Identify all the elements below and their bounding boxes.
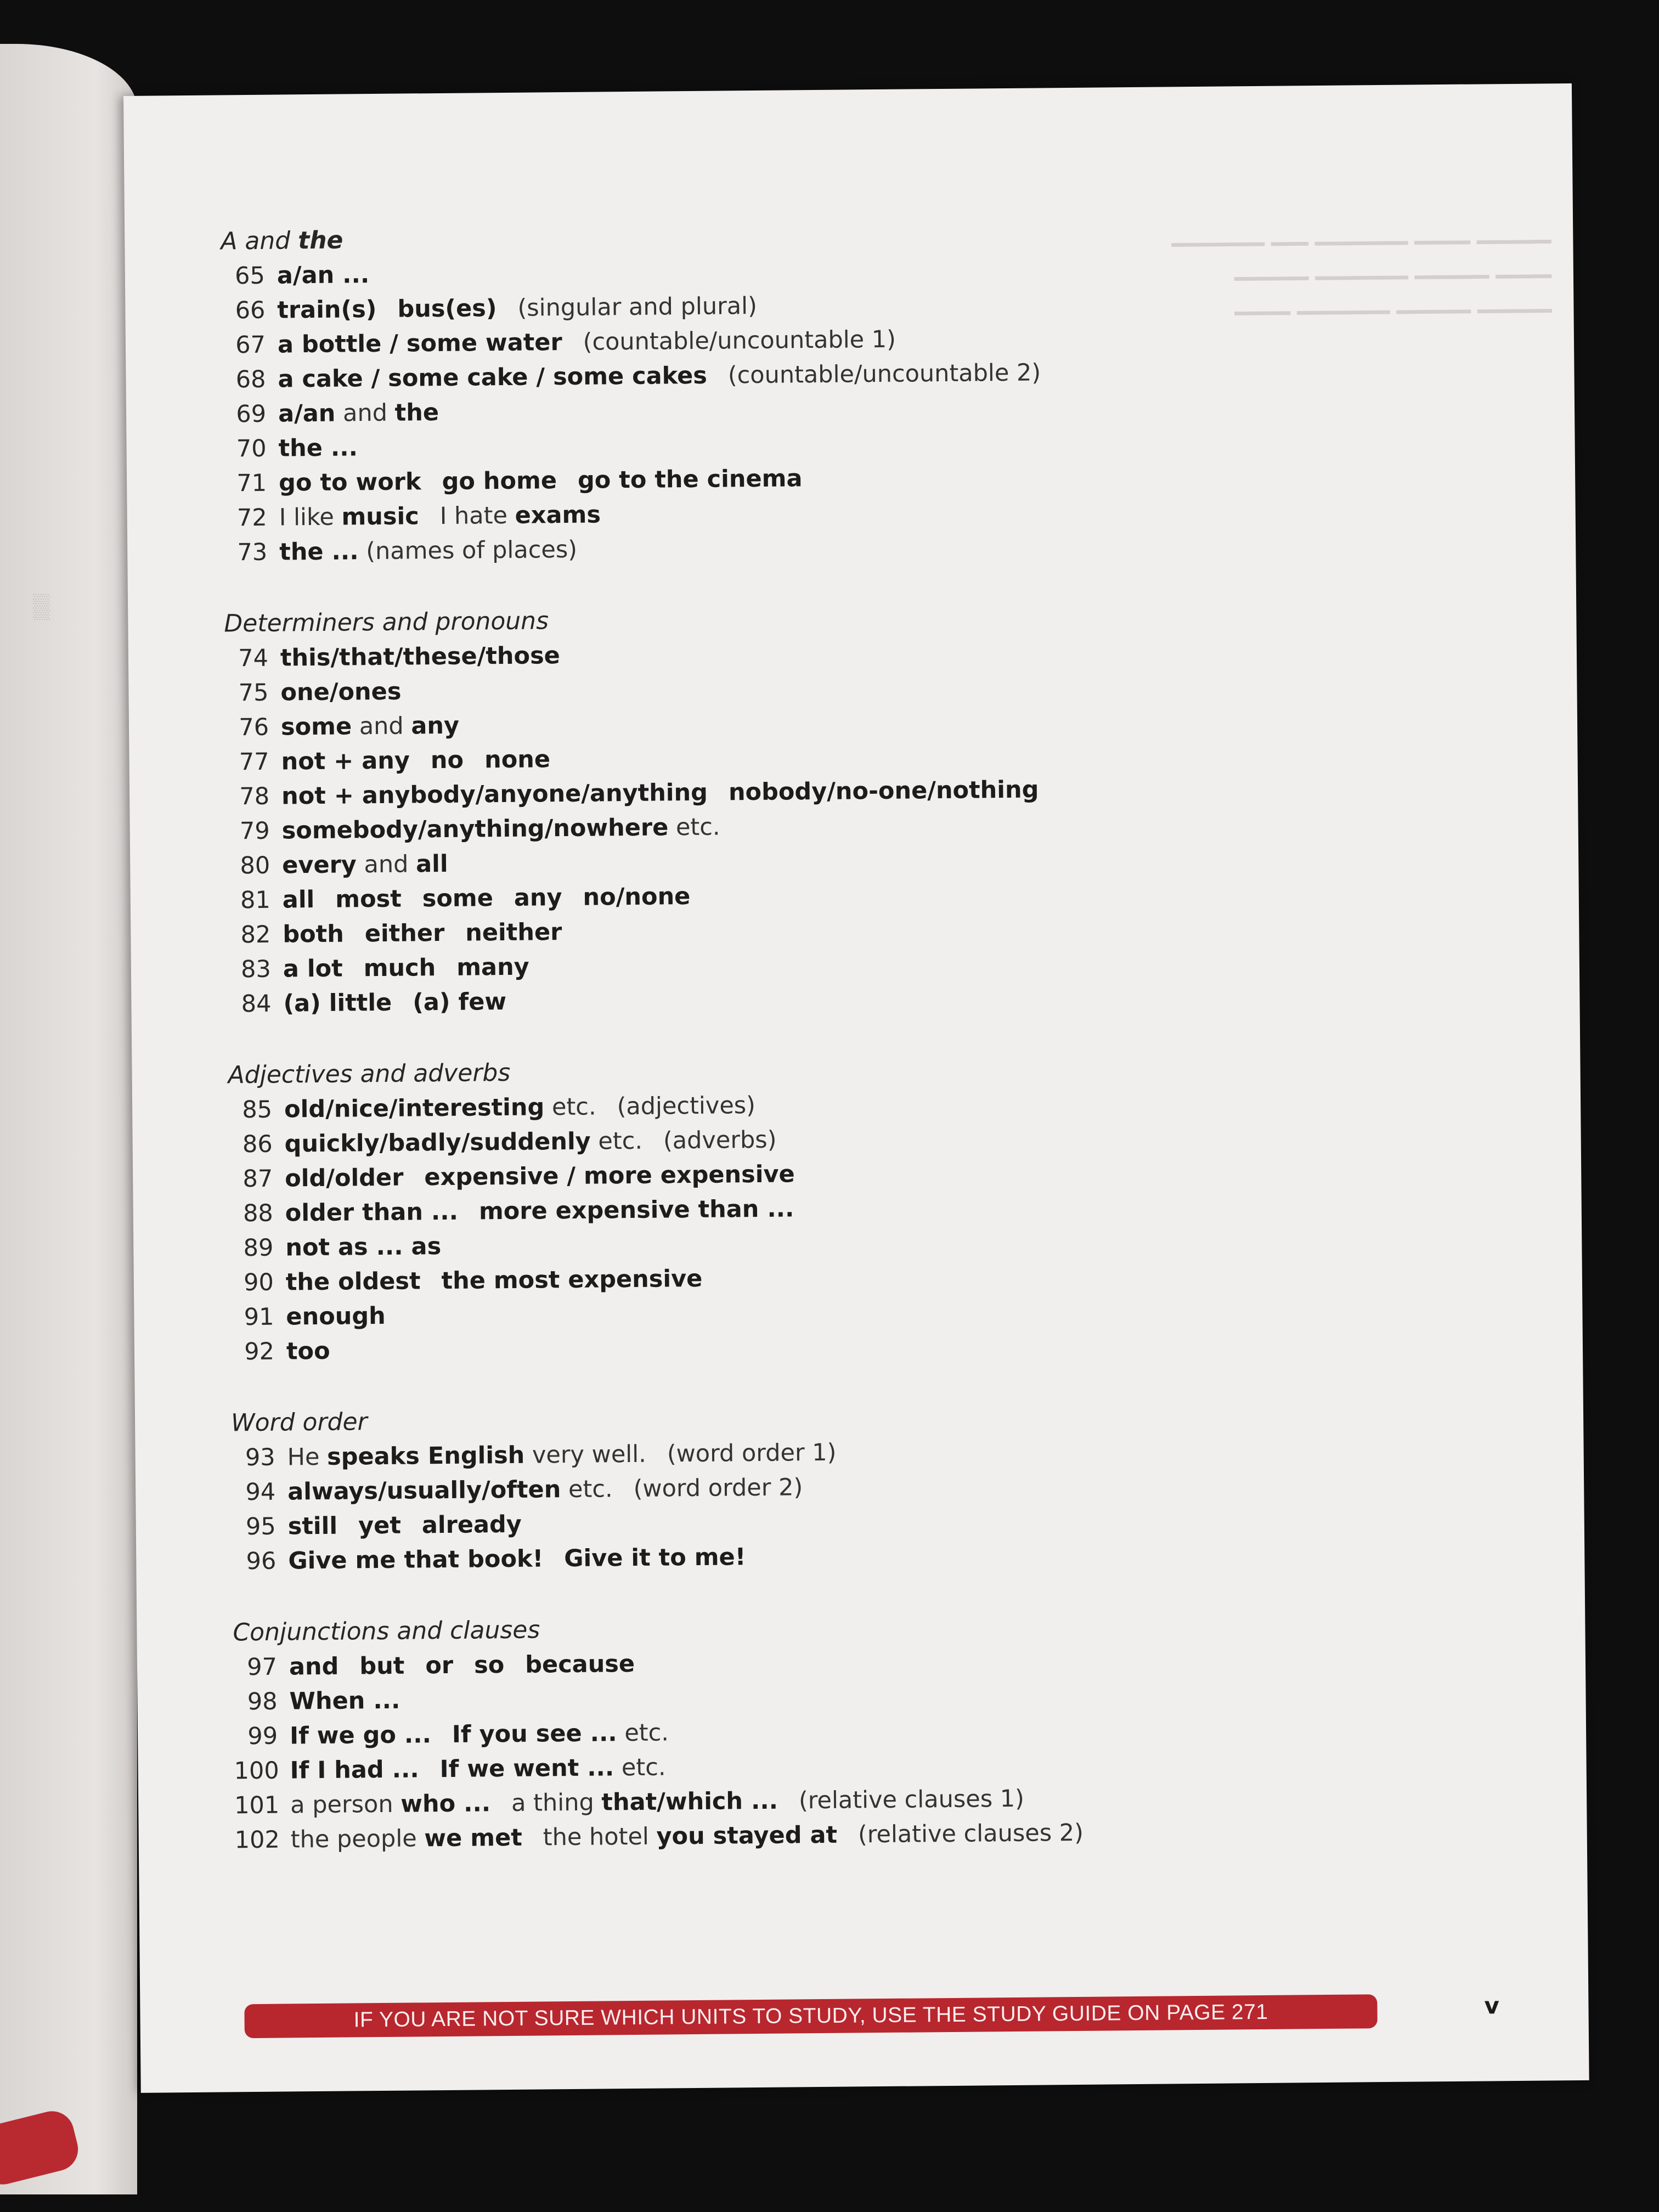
topic-keyword: already [421,1510,522,1539]
topic-note: etc. [617,1719,669,1747]
topic-keyword: (a) few [413,988,507,1017]
topic-note: (countable/uncountable 1) [583,325,896,356]
unit-number: 92 [244,1338,275,1366]
unit-topic [364,954,436,982]
unit-number: 69 [236,400,267,428]
topic-note: etc. [590,1127,643,1155]
topic-keyword: not as ... as [285,1233,442,1262]
topic-keyword: When ... [289,1686,400,1716]
topic-keyword: we met [424,1824,523,1853]
unit-topic [291,1824,522,1854]
unit-topic [280,642,560,672]
unit-number: 93 [245,1443,275,1472]
topic-keyword: somebody/anything/nowhere [281,814,669,845]
unit-number: 81 [240,886,271,915]
unit-topic [413,988,506,1016]
section-title-part: and [237,227,298,256]
topic-keyword: a cake / some cake / some cakes [278,362,708,393]
unit-topic [279,536,577,566]
topic-keyword: who ... [400,1790,491,1818]
unit-topic [285,1198,459,1227]
unit-topic [422,1511,522,1539]
topic-note: the people [290,1825,425,1854]
unit-topic [358,1512,401,1540]
contents-list [221,215,1277,1894]
topic-note: (adverbs) [663,1126,777,1155]
topic-keyword: a/an [278,399,336,428]
topic-note: (names of places) [358,535,578,566]
topic-note: He [287,1443,328,1471]
topic-note: (word order 2) [633,1474,803,1503]
topic-keyword: a lot [283,955,343,983]
topic-keyword: many [456,953,529,981]
topic-keyword: some [280,713,352,741]
unit-number: 83 [240,955,272,984]
facing-page-red-tab [0,2107,83,2189]
topic-note: and [356,850,416,879]
unit-topic [799,1785,1024,1815]
topic-keyword: and [289,1652,339,1681]
unit-number: 86 [242,1130,273,1159]
unit-topic [578,465,803,494]
unit-number: 66 [235,296,266,325]
unit-topic [511,1787,778,1817]
unit-topic [281,779,708,810]
section-title-part: A [221,227,238,256]
section-title-part: Adjectives and adverbs [228,1058,511,1090]
topic-keyword: go to the cinema [577,465,803,494]
unit-topic [525,1650,635,1679]
topic-keyword: neither [465,918,562,947]
unit-topic [286,1338,330,1365]
topic-keyword: go to work [278,468,421,497]
contents-section [231,1397,1275,1579]
topic-note: (relative clauses 1) [798,1785,1025,1815]
unit-topic [289,1653,339,1681]
unit-topic [288,1513,338,1541]
unit-number: 80 [240,851,270,880]
topic-keyword: go home [442,467,557,495]
topic-note: a thing [511,1788,602,1817]
unit-topic [728,359,1041,389]
unit-topic [667,1439,837,1468]
unit-topic [283,886,315,914]
topic-keyword: you stayed at [656,1821,838,1850]
topic-keyword: this/that/these/those [280,642,561,672]
topic-keyword: that/which ... [601,1787,778,1816]
unit-topic [517,292,757,322]
unit-topic [422,884,494,912]
topic-keyword: always/usually/often [287,1476,561,1506]
topic-keyword: a/an ... [276,261,370,290]
topic-keyword: or [425,1651,454,1680]
facing-page-edge [0,44,137,2194]
unit-number: 71 [236,469,267,498]
unit-number: 99 [247,1722,278,1751]
unit-topic [858,1819,1084,1849]
topic-note: a person [290,1790,401,1819]
unit-number: 77 [239,748,269,776]
unit-number: 75 [238,679,269,707]
unit-number: 68 [235,365,266,394]
contents-section [224,597,1270,1022]
topic-note: and [351,712,411,741]
unit-number: 97 [247,1653,278,1681]
topic-keyword: old/older [285,1164,404,1193]
topic-keyword: one/ones [280,678,402,707]
unit-number: 91 [244,1303,274,1331]
topic-keyword: still [287,1512,338,1541]
topic-keyword: the [394,399,439,427]
unit-topic [583,326,896,356]
unit-topic [285,1233,441,1261]
contents-section [233,1606,1277,1858]
topic-keyword: Give it to me! [564,1543,746,1573]
unit-number: 101 [234,1791,280,1820]
unit-topic [278,362,707,393]
topic-keyword: exams [515,501,601,529]
unit-number: 84 [241,990,272,1018]
topic-keyword: older than ... [285,1198,459,1227]
unit-number: 98 [247,1688,278,1716]
unit-topic [617,1092,755,1120]
unit-topic [456,953,529,981]
topic-keyword: Give me that book! [288,1545,544,1575]
topic-keyword: a bottle / some water [277,329,562,359]
topic-keyword: any [514,884,562,912]
contents-section [221,215,1266,571]
topic-note: (relative clauses 2) [857,1819,1084,1849]
unit-topic [465,918,562,947]
unit-topic [283,921,344,949]
topic-note: the hotel [543,1822,657,1852]
unit-number: 85 [242,1096,273,1124]
unit-topic [283,955,343,983]
topic-keyword: nobody/no-one/nothing [728,776,1039,806]
unit-number: 76 [239,713,269,742]
unit-topic [431,747,464,775]
unit-topic [279,468,421,496]
unit-topic [442,467,557,495]
unit-topic [290,1721,431,1750]
show-through-left: ▒ [33,592,50,619]
unit-topic [290,1756,419,1784]
study-guide-banner-text: IF YOU ARE NOT SURE WHICH UNITS TO STUDY, USE THE STUDY GUIDE ON PAGE 271 [353,2000,1268,2032]
unit-topic [281,747,410,775]
section-title-part: Conjunctions and clauses [233,1616,540,1647]
unit-number: 65 [234,262,266,290]
topic-keyword: If you see ... [452,1719,617,1748]
unit-topic [439,501,601,530]
unit-number: 94 [245,1478,276,1506]
unit-topic [282,850,448,879]
topic-keyword: If we went ... [439,1754,614,1784]
topic-note: very well. [524,1440,647,1469]
unit-topic [583,883,690,911]
unit-topic [287,1475,613,1505]
topic-keyword: music [341,503,419,531]
topic-note: I hate [439,501,515,530]
topic-keyword: any [411,712,460,740]
unit-topic [474,1651,505,1679]
unit-topic [277,296,376,324]
unit-topic [425,1652,453,1679]
unit-number: 78 [239,782,270,811]
unit-topic [543,1821,838,1852]
topic-keyword: much [363,954,436,983]
unit-topic [280,678,401,707]
unit-topic [283,989,392,1018]
unit-number: 72 [236,504,267,532]
topic-keyword: the oldest [285,1267,421,1296]
unit-topic [278,399,439,428]
unit-number: 89 [243,1234,274,1262]
unit-topic [514,884,562,912]
topic-keyword: because [525,1650,635,1679]
unit-number: 90 [243,1268,274,1297]
unit-topic [365,919,445,947]
unit-number: 102 [234,1826,280,1854]
topic-note: etc. [544,1093,596,1121]
topic-keyword: If I had ... [290,1756,419,1785]
unit-topic [452,1719,669,1748]
topic-note: etc. [614,1753,666,1782]
topic-note: (word order 1) [667,1438,837,1468]
topic-keyword: but [359,1652,405,1680]
topic-keyword: every [282,851,357,879]
unit-topic [281,712,459,741]
unit-number: 96 [246,1547,276,1576]
unit-number: 70 [236,435,267,463]
topic-keyword: not + any [281,747,410,776]
unit-topic [286,1302,386,1331]
unit-number: 67 [235,331,266,359]
topic-keyword: the ... [279,538,359,566]
topic-keyword: the ... [278,434,358,462]
unit-number: 73 [237,538,268,567]
unit-number: 88 [242,1199,274,1228]
topic-keyword: speaks English [326,1441,525,1471]
topic-keyword: none [484,746,551,774]
unit-topic [285,1164,404,1193]
reverse-page-show-through: ▔▔▔▔ ▔▔▔ ▔▔▔▔▔ ▔▔ ▔▔▔▔▔ ▔▔▔ ▔▔▔▔ ▔▔▔▔▔ ▔▔▔▔ ▔▔▔▔ ▔▔▔▔ ▔▔▔▔▔ ▔▔▔ [1171,241,1552,340]
topic-keyword: some [422,884,494,913]
topic-keyword: (a) little [283,989,392,1018]
unit-topic [424,1160,795,1191]
topic-keyword: not + anybody/anyone/anything [281,778,708,810]
topic-keyword: all [282,886,315,914]
book-page [123,83,1589,2093]
unit-topic [287,1441,646,1471]
unit-topic [335,885,402,913]
topic-keyword: yet [358,1511,402,1540]
unit-number: 95 [245,1513,276,1541]
unit-number: 100 [234,1757,279,1785]
unit-topic [279,503,419,531]
unit-topic [663,1126,777,1155]
topic-note: etc. [561,1475,613,1504]
unit-number: 82 [240,921,271,949]
unit-topic [441,1265,702,1295]
topic-note: and [335,399,395,427]
topic-note: (singular and plural) [517,292,758,322]
unit-topic [564,1543,746,1572]
topic-keyword: all [415,850,448,878]
unit-topic [359,1652,404,1680]
unit-topic [281,814,720,845]
topic-note: (adjectives) [617,1092,756,1121]
unit-topic [277,261,370,289]
topic-keyword: so [473,1651,505,1679]
topic-keyword: no [430,746,464,775]
topic-keyword: no/none [583,883,691,911]
topic-keyword: enough [286,1302,386,1331]
unit-topic [278,434,358,462]
unit-topic [484,746,550,774]
topic-keyword: the most expensive [441,1265,703,1295]
topic-keyword: train(s) [277,295,377,324]
study-guide-banner [244,1994,1377,2038]
unit-topic [284,1093,596,1124]
unit-number: 74 [238,644,269,673]
topic-keyword: more expensive than ... [478,1195,794,1226]
topic-keyword: quickly/badly/suddenly [284,1127,591,1158]
section-title-part: Word order [230,1408,368,1437]
unit-topic [290,1790,490,1819]
topic-keyword: bus(es) [397,295,497,323]
contents-section [228,1049,1273,1370]
topic-keyword: most [335,885,402,913]
unit-topic [479,1195,794,1225]
unit-topic [633,1474,803,1503]
unit-topic [278,329,562,359]
topic-keyword: either [364,919,445,948]
topic-keyword: both [283,920,345,949]
unit-topic [288,1545,543,1575]
unit-topic [439,1753,665,1783]
topic-keyword: too [286,1337,330,1365]
section-title-part: Determiners and pronouns [224,607,549,638]
unit-topic [286,1267,421,1296]
unit-number: 79 [239,817,270,845]
page-number: v [1484,1992,1500,2019]
topic-note: I like [279,503,342,532]
topic-keyword: old/nice/interesting [284,1093,545,1124]
unit-topic [284,1127,642,1158]
unit-topic [397,295,496,323]
unit-topic [289,1687,400,1716]
topic-note: etc. [668,813,720,842]
unit-number: 87 [242,1165,273,1193]
section-title-part: the [297,226,343,255]
topic-note: (countable/uncountable 2) [727,359,1041,390]
topic-keyword: If we go ... [289,1721,432,1750]
topic-keyword: expensive / more expensive [424,1160,795,1192]
unit-topic [729,776,1039,806]
